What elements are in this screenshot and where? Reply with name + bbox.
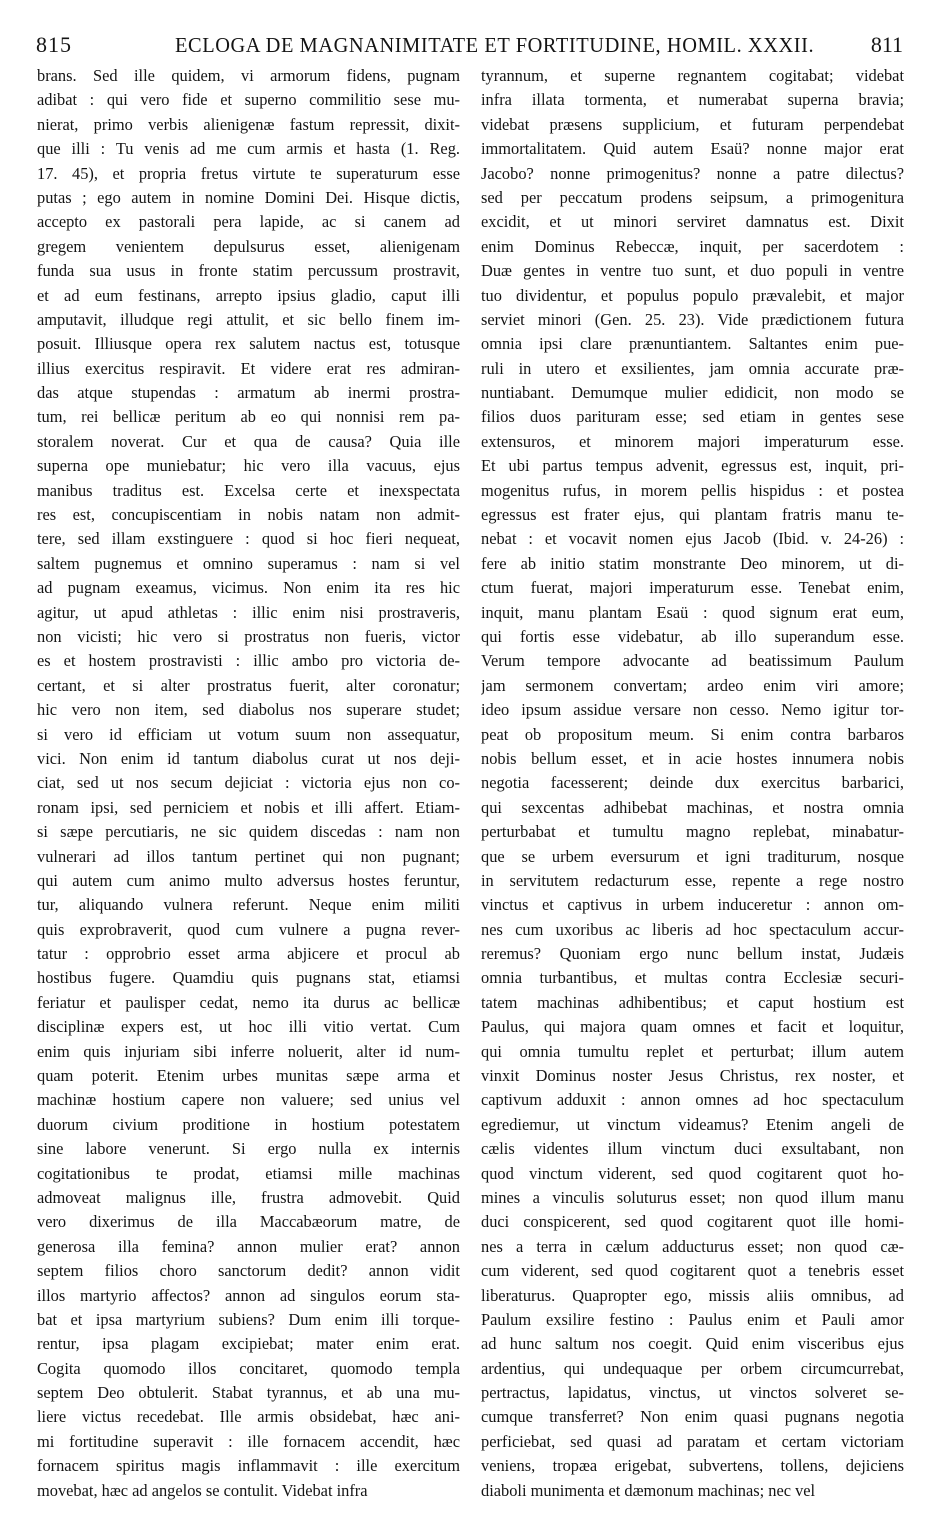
text-line: quis exprobraverit, quod cum vulnere a pugna rever- — [37, 919, 460, 939]
text-line: illos martyrio affectos? annon ad singulos eorum sta- — [37, 1285, 460, 1305]
text-line: feriatur et paulisper cedat, nemo ita durus ac bellicæ — [37, 992, 460, 1012]
text-line: ciat, sed ut nos secum dejiciat : victoria ejus non co- — [37, 773, 460, 793]
text-line: cumque transferret? Non enim quasi pugnans negotia — [481, 1407, 904, 1427]
text-line: tur, aliquando vulnera referunt. Neque enim militi — [37, 895, 460, 915]
text-line: bat et ipsa martyrium subiens? Dum enim illi torque- — [37, 1309, 460, 1329]
text-line: agitur, ut apud athletas : illic enim nisi prostraveris, — [37, 602, 460, 622]
text-line: illius exercitus respiravit. Et videre erat res admiran- — [37, 358, 460, 378]
running-title: ECLOGA DE MAGNANIMITATE ET FORTITUDINE, HOMIL. XXXII. — [175, 33, 815, 57]
text-line: disciplinæ expers est, ut hoc illi vitio vertat. Cum — [37, 1017, 460, 1037]
text-line: qui omnia tumultu replet et perturbat; illum autem — [481, 1041, 904, 1061]
text-line: tere, sed illam exstinguere : quod si hoc fieri nequeat, — [37, 529, 460, 549]
text-line: ruli in utero et exsilientes, jam omnia accurate præ- — [481, 358, 904, 378]
page-number-left: 815 — [36, 32, 72, 57]
text-line: que se urbem eversurum et igni traditurum, nosque — [481, 846, 904, 866]
text-line: sed per peccatum prodens seipsum, a primogenitura — [481, 187, 904, 207]
text-line: qui fortis esse videbatur, ab illo superandum esse. — [481, 626, 904, 646]
text-line: cælis videntes illum vinctum duci exsultabant, non — [481, 1139, 904, 1159]
text-line: adibat : qui vero fide et superno commilitio sese mu- — [37, 90, 460, 110]
text-line: nierat, primo verbis alienigenæ fastum repressit, dixit- — [37, 114, 460, 134]
text-line: quod vinctum viderent, sed quod cogitarent quot ho- — [481, 1163, 904, 1183]
text-line: videbat præsens supplicium, et futuram perpendebat — [481, 114, 904, 134]
text-line: reremus? Quoniam ergo nunc bellum instat, Judæis — [481, 944, 904, 964]
text-line: duorum civium proditione in hostium potestatem — [37, 1114, 460, 1134]
text-line: septem Deo obtulerit. Stabat tyrannus, et ab una mu- — [37, 1383, 460, 1403]
text-line: vero dixerimus de illa Maccabæorum matre, de — [37, 1212, 460, 1232]
text-line: filios duos parituram esse; sed etiam in gentes sese — [481, 407, 904, 427]
text-line: que illi : Tu venis ad me cum armis et hasta (1. Reg. — [37, 139, 460, 159]
text-line: machinæ hostium capere non valuere; sed unius vel — [37, 1090, 460, 1110]
text-line: septem filios choro sanctorum dedit? annon vidit — [37, 1261, 460, 1281]
text-line: es et hostem prostravisti : illic ambo pro victoria de- — [37, 651, 460, 671]
text-line: tum, rei bellicæ peritum ab eo qui nonnisi rem pa- — [37, 407, 460, 427]
text-line: storalem noverat. Cur et qua de causa? Quia ille — [37, 431, 460, 451]
text-line: si sæpe percutiaris, ne sic quidem discedas : nam non — [37, 822, 460, 842]
text-line: putas ; ego autem in nomine Domini Dei. Hisque dictis, — [37, 187, 460, 207]
text-line: ctum fuerat, majori imperaturum esse. Tenebat enim, — [481, 578, 904, 598]
text-line: non vicisti; hic vero si prostratus non fueris, victor — [37, 626, 460, 646]
text-line: perficiebat, sed quasi ad paratam et certam victoriam — [481, 1431, 904, 1451]
text-line: gregem venientem depulsurus esset, alienigenam — [37, 236, 460, 256]
text-line: omnia turbantibus, et multas contra Ecclesiæ securi- — [481, 968, 904, 988]
text-line: nes a terra in cælum adducturus esset; non quod cæ- — [481, 1236, 904, 1256]
text-line: egressus est frater ejus, qui plantam fratris manu te- — [481, 505, 904, 525]
text-line: Et ubi partus tempus advenit, egressus est, inquit, pri- — [481, 456, 904, 476]
text-line: quam poterit. Etenim urbes munitas sæpe arma et — [37, 1066, 460, 1086]
text-line: et ad eum festinans, arrepto ipsius gladio, caput illi — [37, 285, 460, 305]
text-line: fere ab initio statim monstrante Deo minorem, ut di- — [481, 553, 904, 573]
text-line: omnia ipsi clare prænuntiantem. Saltantes enim pue- — [481, 334, 904, 354]
text-line: sine labore venerunt. Si ergo nulla ex internis — [37, 1139, 460, 1159]
text-line: pertractus, lapidatus, vinctus, ut vinctos solveret se- — [481, 1383, 904, 1403]
text-line: admoveat malignus ille, frustra admovebit. Quid — [37, 1187, 460, 1207]
text-line: posuit. Illiusque opera rex salutem nactus est, totusque — [37, 334, 460, 354]
text-line: hostibus fugere. Quamdiu quis pugnans stat, etiamsi — [37, 968, 460, 988]
text-line: ideo ipsum assidue versare non cesso. Nemo igitur tor- — [481, 700, 904, 720]
text-line: extensuros, et minorem majori imperaturum esse. — [481, 431, 904, 451]
text-line: cum viderent, sed quod cogitarent quot a tenebris esset — [481, 1261, 904, 1281]
text-line: duci conspicerent, sed quod cogitarent quot ille homi- — [481, 1212, 904, 1232]
text-line: Paulus, qui majora quam omnes et facit et loquitur, — [481, 1017, 904, 1037]
text-line: 17. 45), et propria fretus virtute te superaturum esse — [37, 163, 460, 183]
text-line: diaboli munimenta et dæmonum machinas; nec vel — [481, 1480, 816, 1500]
text-line: accepto ex pastorali pera lapide, ac si canem ad — [37, 212, 460, 232]
text-line: negotia facesserent; deinde dux exercitus barbarici, — [481, 773, 904, 793]
text-line: movebat, hæc ad angelos se contulit. Videbat infra — [37, 1480, 368, 1500]
text-line: si vero id efficiam ut votum suum non assequatur, — [37, 724, 460, 744]
text-line: ad pugnam exeamus, vicimus. Non enim ita res hic — [37, 578, 460, 598]
text-line: vinxit Dominus noster Jesus Christus, rex noster, et — [481, 1066, 904, 1086]
text-line: superna ope muniebatur; hic vero illa vacuus, ejus — [37, 456, 460, 476]
text-line: res est, concupiscentiam in nobis natam non admit- — [37, 505, 460, 525]
page-header — [0, 10, 939, 62]
left-column — [37, 64, 460, 1503]
text-line: nuntiabant. Demumque mulier edidicit, non modo se — [481, 383, 904, 403]
text-line: veniens, tropæa erigebat, subvertens, tollens, dejiciens — [481, 1456, 904, 1476]
text-line: funda sua usus in fronte statim percussum prostravit, — [37, 261, 460, 281]
text-line: manibus traditus est. Excelsa certe et inexspectata — [37, 480, 460, 500]
text-line: generosa illa femina? annon mulier erat? annon — [37, 1236, 460, 1256]
text-line: immortalitatem. Quid autem Esaü? nonne major erat — [481, 139, 904, 159]
text-line: captivum adduxit : annon omnes ad hoc spectaculum — [481, 1090, 904, 1110]
text-line: rentur, ipsa plagam excipiebat; mater enim erat. — [37, 1334, 460, 1354]
text-line: vulnerari ad illos tantum pertinet qui non pugnant; — [37, 846, 460, 866]
page-number-right: 811 — [870, 32, 903, 57]
text-line: serviet minori (Gen. 25. 23). Vide prædictionem futura — [481, 309, 904, 329]
text-line: hic vero non item, sed diabolus nos superare studet; — [37, 700, 460, 720]
text-line: das atque stupendas : armatum ab inermi prostra- — [37, 383, 460, 403]
text-line: Verum tempore advocante ad beatissimum Paulum — [481, 651, 904, 671]
text-line: qui autem cum animo multo adversus hostes feruntur, — [37, 870, 460, 890]
text-line: vici. Non enim id tantum diabolus curat ut nos deji- — [37, 748, 460, 768]
text-line: Jacobo? nonne primogenitus? nonne a patre dilectus? — [481, 163, 904, 183]
text-line: tyrannum, et superne regnantem cogitabat; videbat — [481, 66, 904, 85]
text-line: mines a vinculis soluturus esset; non quod illum manu — [481, 1187, 904, 1207]
text-line: enim Dominus Rebeccæ, inquit, per sacerdotem : — [481, 236, 904, 256]
text-line: tatur : opprobrio esset arma abjicere et procul ab — [37, 944, 460, 964]
text-line: certant, et si alter prostratus fuerit, alter coronatur; — [37, 675, 460, 695]
text-line: liere victus recedebat. Ille armis obsidebat, hæc ani- — [37, 1407, 460, 1427]
text-line: jam sermonem convertam; ardeo enim viri amore; — [481, 675, 904, 695]
text-line: nebat : et vocavit nomen ejus Jacob (Ibid. v. 24-26) : — [481, 529, 904, 549]
text-line: tatem machinas adhibentibus; et caput hostium est — [481, 992, 904, 1012]
text-line: qui sexcentas adhibebat machinas, et nostra omnia — [481, 797, 904, 817]
text-line: egrediemur, ut vinctum videamus? Etenim angeli de — [481, 1114, 904, 1134]
text-line: tuo dividentur, et populus populo prævalebit, et major — [481, 285, 904, 305]
text-line: perturbabat et tumultu magno replebat, minabatur- — [481, 822, 904, 842]
text-line: brans. Sed ille quidem, vi armorum fidens, pugnam — [37, 66, 460, 85]
text-line: Duæ gentes in ventre tuo sunt, et duo populi in ventre — [481, 261, 904, 281]
text-line: enim quis injuriam sibi inferre noluerit, alter id num- — [37, 1041, 460, 1061]
right-column — [481, 64, 904, 1503]
text-line: mogenitus rufus, in morem pellis hispidus : et postea — [481, 480, 904, 500]
text-line: fornacem spiritus magis inflammavit : ille exercitum — [37, 1456, 460, 1476]
text-line: cogitationibus te prodat, etiamsi mille machinas — [37, 1163, 460, 1183]
text-line: nes cum uxoribus ac liberis ad hoc spectaculum accur- — [481, 919, 904, 939]
text-line: ardentius, qui undequaque per orbem circumcurrebat, — [481, 1358, 904, 1378]
text-line: Paulum exsilire festino : Paulus enim et Pauli amor — [481, 1309, 904, 1329]
text-line: inquit, manu plantam Esaü : quod signum erat eum, — [481, 602, 904, 622]
text-line: excidit, et ut minori serviret damnatus est. Dixit — [481, 212, 904, 232]
text-line: saltem pugnemus et omnino superamus : nam si vel — [37, 553, 460, 573]
text-line: amputavit, illudque regi attulit, et sic bello finem im- — [37, 309, 460, 329]
text-line: mi fortitudine superavit : ille fornacem accendit, hæc — [37, 1431, 460, 1451]
text-line: nobis bellum esset, et in acie hostes innumera nobis — [481, 748, 904, 768]
text-line: ad hunc saltum nos coegit. Quid enim visceribus ejus — [481, 1334, 904, 1354]
text-line: in servitutem redacturum esse, repente a rege nostro — [481, 870, 904, 890]
text-line: peat ob propositum meum. Si enim contra barbaros — [481, 724, 904, 744]
text-line: Cogita quomodo illos concitaret, quomodo templa — [37, 1358, 460, 1378]
text-line: liberaturus. Quapropter ego, missis aliis omnibus, ad — [481, 1285, 904, 1305]
text-line: infra illata tormenta, et numerabat superna bravia; — [481, 90, 904, 110]
text-line: vinctus et captivus in urbem induceretur : annon om- — [481, 895, 904, 915]
text-line: ronam ipsi, sed perniciem et nobis et illi affert. Etiam- — [37, 797, 460, 817]
